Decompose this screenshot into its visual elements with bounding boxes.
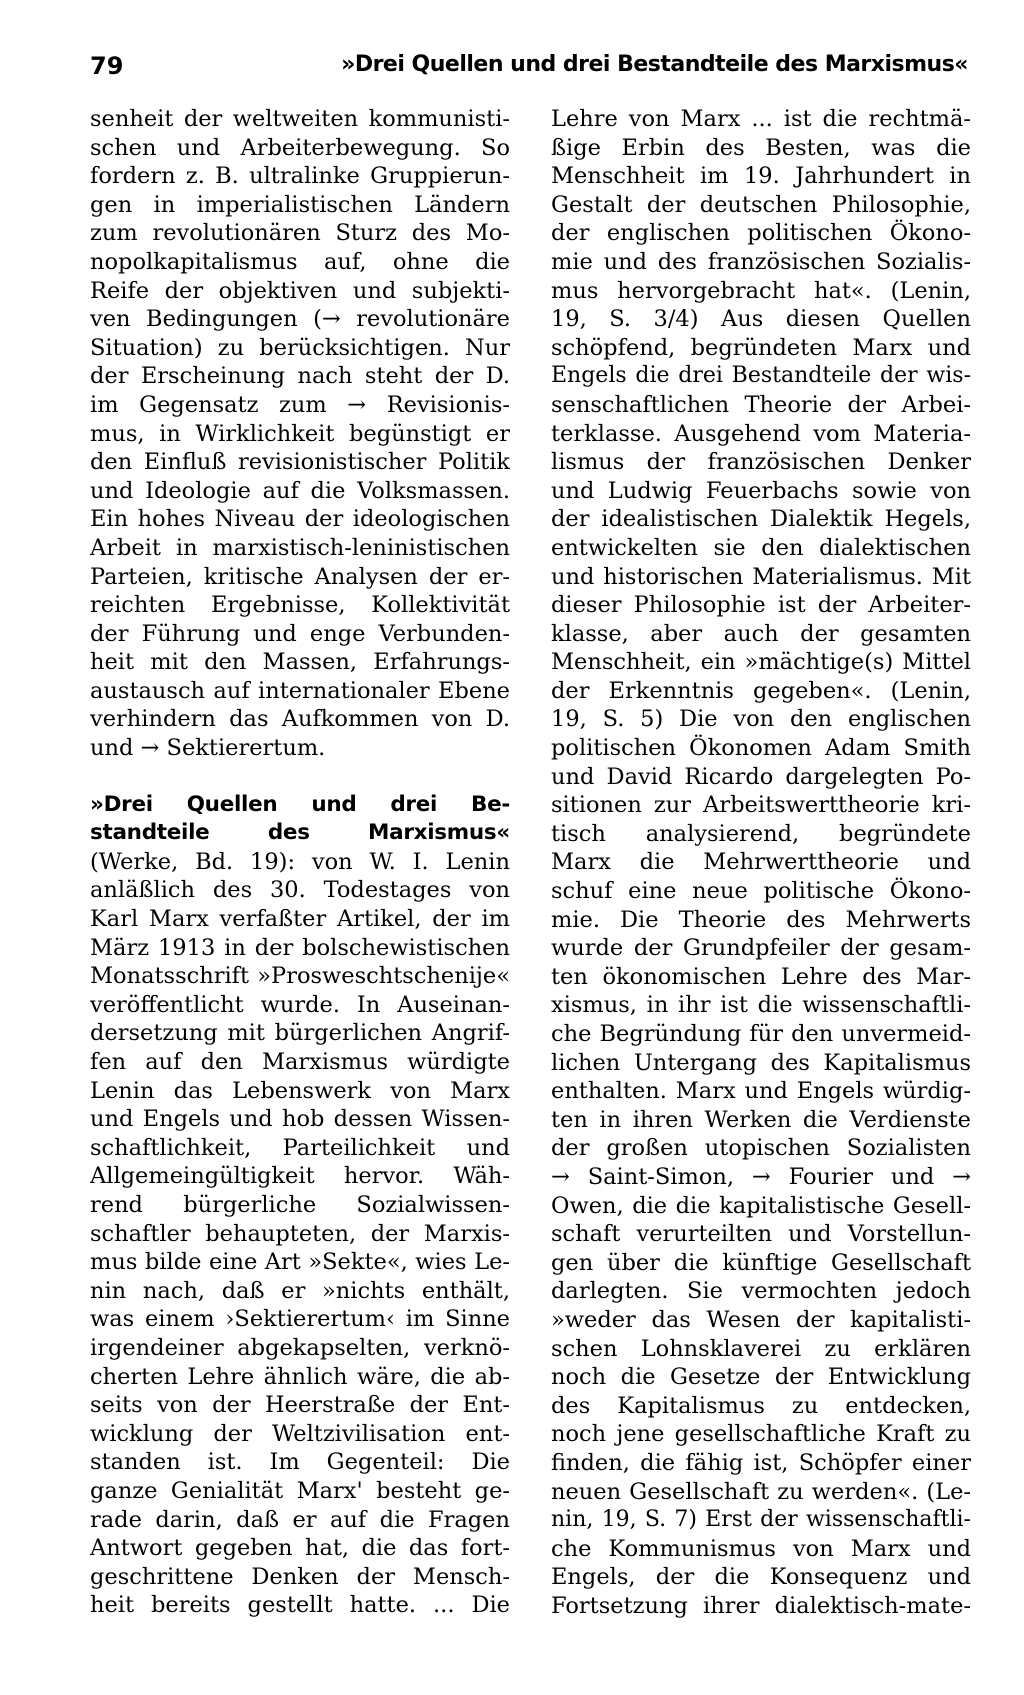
text-line: anläßlich des 30. Todestages von: [90, 877, 510, 904]
text-line: der Führung und enge Verbunden-: [90, 620, 510, 647]
text-line: Reife der objektiven und subjekti-: [90, 277, 510, 304]
text-line: was einem ›Sektierertum‹ im Sinne: [90, 1306, 510, 1333]
text-line: → Saint-Simon, → Fourier und →: [551, 1163, 971, 1190]
text-line: politischen Ökonomen Adam Smith: [551, 735, 971, 762]
text-line: Lenin das Lebenswerk von Marx: [90, 1077, 510, 1104]
text-line: schaft verurteilten und Vorstellun-: [551, 1221, 971, 1248]
text-line: Antwort gegeben hat, die das fort-: [90, 1535, 510, 1562]
text-line: Menschheit, ein »mächtige(s) Mittel: [551, 649, 971, 676]
text-line: noch die Gesetze der Entwicklung: [551, 1364, 971, 1391]
text-line: cherten Lehre ähnlich wäre, die ab-: [90, 1363, 510, 1390]
text-line: Karl Marx verfaßter Artikel, der im: [90, 906, 510, 933]
text-line: veröffentlicht wurde. In Auseinan-: [90, 991, 510, 1018]
text-line: der englischen politischen Ökono-: [551, 220, 971, 247]
text-line: verhindern das Aufkommen von D.: [90, 706, 510, 733]
text-line: Engels, der die Konsequenz und: [551, 1564, 971, 1591]
text-line: und historischen Materialismus. Mit: [551, 563, 971, 590]
text-line: schaftlichkeit, Parteilichkeit und: [90, 1134, 510, 1161]
text-line: noch jene gesellschaftliche Kraft zu: [551, 1421, 971, 1448]
text-line: wurde der Grundpfeiler der gesam-: [551, 935, 971, 962]
text-line: mus bilde eine Art »Sekte«, wies Le-: [90, 1249, 510, 1276]
text-line: Ein hohes Niveau der ideologischen: [90, 506, 510, 533]
text-line: fen auf den Marxismus würdigte: [90, 1049, 510, 1075]
text-line: nopolkapitalismus auf, ohne die: [90, 248, 510, 275]
text-line: der Erkenntnis gegeben«. (Lenin,: [551, 677, 971, 704]
text-line: senschaftlichen Theorie der Arbei-: [551, 391, 971, 418]
text-line: und → Sektierertum.: [90, 735, 326, 762]
text-line: der Erscheinung nach steht der D.: [90, 363, 510, 390]
running-head: »Drei Quellen und drei Bestandteile des Marxismus«: [341, 52, 968, 77]
text-line: Gestalt der deutschen Philosophie,: [551, 191, 971, 218]
text-line: rend bürgerliche Sozialwissen-: [90, 1191, 510, 1218]
text-line: Allgemeingültigkeit hervor. Wäh-: [90, 1163, 510, 1190]
text-line: und David Ricardo dargelegten Po-: [551, 763, 971, 790]
page-header: [90, 52, 968, 92]
text-line: mie und des französischen Sozialis-: [551, 248, 971, 275]
text-line: März 1913 in der bolschewistischen: [90, 934, 510, 961]
text-line: ten in ihren Werken die Verdienste: [551, 1106, 971, 1133]
text-line: tisch analysierend, begründete: [551, 820, 971, 847]
text-line: Situation) zu berücksichtigen. Nur: [90, 334, 510, 361]
text-line: dersetzung mit bürgerlichen Angrif-: [90, 1020, 510, 1047]
text-line: darlegten. Sie vermochten jedoch: [551, 1278, 971, 1305]
text-line: gen über die künftige Gesellschaft: [551, 1249, 971, 1276]
left-column: [90, 105, 510, 1620]
text-line: der großen utopischen Sozialisten: [551, 1135, 971, 1162]
text-line: schuf eine neue politische Ökono-: [551, 878, 971, 905]
text-line: heit mit den Massen, Erfahrungs-: [90, 649, 510, 676]
text-line: Fortsetzung ihrer dialektisch-mate-: [551, 1592, 971, 1619]
text-line: Parteien, kritische Analysen der er-: [90, 563, 510, 590]
text-line: standen ist. Im Gegenteil: Die: [90, 1449, 510, 1476]
text-line: neuen Gesellschaft zu werden«. (Le-: [551, 1478, 971, 1505]
text-line: senheit der weltweiten kommunisti-: [90, 106, 510, 132]
paragraph-gap: [90, 763, 510, 791]
text-line: ganze Genialität Marx' besteht ge-: [90, 1477, 510, 1504]
text-line: den Einfluß revisionistischer Politik: [90, 449, 510, 476]
text-line: geschrittene Denken der Mensch-: [90, 1563, 510, 1590]
text-line: schöpfend, begründeten Marx und: [551, 334, 971, 361]
text-line: lismus der französischen Denker: [551, 449, 971, 476]
text-line: Monatsschrift »Prosweschtschenije«: [90, 963, 510, 990]
text-line: 19, S. 3/4) Aus diesen Quellen: [551, 306, 971, 333]
entry-heading: standteile des Marxismus«: [90, 820, 510, 846]
text-line: und Ludwig Feuerbachs sowie von: [551, 477, 971, 504]
text-line: che Kommunismus von Marx und: [551, 1535, 971, 1562]
text-line: »weder das Wesen der kapitalisti-: [551, 1306, 971, 1333]
text-line: terklasse. Ausgehend vom Materia-: [551, 420, 971, 447]
text-line: schen Lohnsklaverei zu erklären: [551, 1335, 971, 1362]
text-line: schen und Arbeiterbewegung. So: [90, 134, 510, 161]
text-line: und Engels und hob dessen Wissen-: [90, 1106, 510, 1133]
text-line: mus, in Wirklichkeit begünstigt er: [90, 420, 510, 447]
text-line: entwickelten sie den dialektischen: [551, 534, 971, 561]
text-line: Engels die drei Bestandteile der wis-: [551, 363, 971, 389]
text-line: klasse, aber auch der gesamten: [551, 620, 971, 647]
entry-heading: »Drei Quellen und drei Be-: [90, 791, 510, 817]
text-line: austausch auf internationaler Ebene: [90, 677, 510, 704]
text-line: mie. Die Theorie des Mehrwerts: [551, 906, 971, 933]
text-line: nin nach, daß er »nichts enthält,: [90, 1277, 510, 1304]
text-line: schaftler behaupteten, der Marxis-: [90, 1220, 510, 1247]
text-line: Menschheit im 19. Jahrhundert in: [551, 163, 971, 190]
text-line: heit bereits gestellt hatte. ... Die: [90, 1592, 510, 1619]
right-column: [551, 105, 971, 1620]
text-line: nin, 19, S. 7) Erst der wissenschaftli-: [551, 1507, 971, 1533]
text-line: und Ideologie auf die Volksmassen.: [90, 477, 510, 504]
text-line: rade darin, daß er auf die Fragen: [90, 1506, 510, 1533]
text-line: der idealistischen Dialektik Hegels,: [551, 506, 971, 533]
page-number: 79: [90, 52, 124, 80]
text-line: sitionen zur Arbeitswerttheorie kri-: [551, 792, 971, 819]
text-line: ven Bedingungen (→ revolutionäre: [90, 306, 510, 333]
text-line: reichten Ergebnisse, Kollektivität: [90, 592, 510, 619]
text-line: irgendeiner abgekapselten, verknö-: [90, 1334, 510, 1361]
text-line: (Werke, Bd. 19): von W. I. Lenin: [90, 848, 510, 875]
text-line: che Begründung für den unvermeid-: [551, 1021, 971, 1047]
text-line: Marx die Mehrwerttheorie und: [551, 849, 971, 876]
text-line: Lehre von Marx ... ist die rechtmä-: [551, 106, 971, 132]
text-line: ten ökonomischen Lehre des Mar-: [551, 963, 971, 990]
text-line: xismus, in ihr ist die wissenschaftli-: [551, 992, 971, 1019]
text-line: mus hervorgebracht hat«. (Lenin,: [551, 277, 971, 304]
text-line: des Kapitalismus zu entdecken,: [551, 1392, 971, 1419]
text-line: Owen, die die kapitalistische Gesell-: [551, 1192, 971, 1219]
text-line: gen in imperialistischen Ländern: [90, 191, 510, 218]
text-line: fordern z. B. ultralinke Gruppierun-: [90, 163, 510, 190]
text-line: seits von der Heerstraße der Ent-: [90, 1392, 510, 1419]
text-line: ßige Erbin des Besten, was die: [551, 134, 971, 161]
text-line: zum revolutionären Sturz des Mo-: [90, 220, 510, 247]
text-line: im Gegensatz zum → Revisionis-: [90, 391, 510, 418]
text-line: lichen Untergang des Kapitalismus: [551, 1049, 971, 1076]
text-line: finden, die fähig ist, Schöpfer einer: [551, 1449, 971, 1476]
text-line: wicklung der Weltzivilisation ent-: [90, 1420, 510, 1447]
text-line: 19, S. 5) Die von den englischen: [551, 706, 971, 733]
text-line: enthalten. Marx und Engels würdig-: [551, 1078, 971, 1105]
text-line: dieser Philosophie ist der Arbeiter-: [551, 592, 971, 619]
text-line: Arbeit in marxistisch-leninistischen: [90, 534, 510, 561]
